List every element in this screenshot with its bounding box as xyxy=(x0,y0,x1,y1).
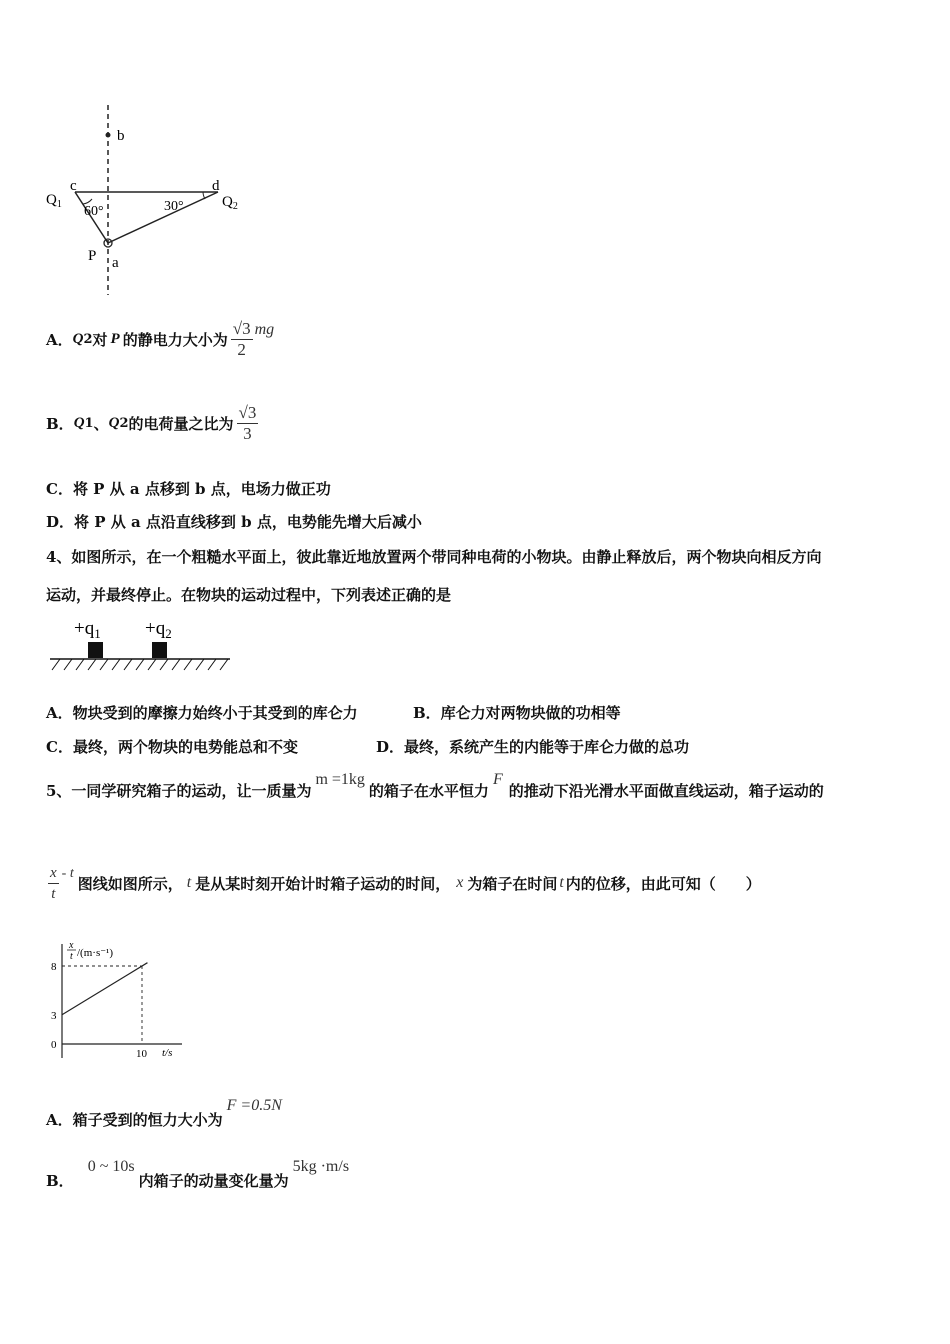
q3-option-a[interactable]: A． Q 2 对 P 的静电力大小为 $\frac{√3}{2}$ mg xyxy=(46,318,275,359)
angle-left-label: 60° xyxy=(84,204,104,219)
chart-ylabel xyxy=(67,940,113,962)
block-2 xyxy=(152,642,167,658)
x-over-t-chart xyxy=(42,938,192,1064)
label-c: c xyxy=(70,178,77,194)
chart-ylabel-unit: /(m·s⁻¹) xyxy=(77,947,113,959)
y-tick-label: 8 xyxy=(51,961,57,973)
q5-stem-line1: 5、一同学研究箱子的运动，让一质量为 m =1kg 的箱子在水平恒力 F 的推动下沿光滑水平面做直线运动，箱子运动的 xyxy=(46,771,824,800)
blocks-diagram xyxy=(48,612,234,676)
q5-stem-line2: $\frac{x}{t}$ - t 图线如图所示， t 是从某时刻开始计时箱子运动的时间， x 为箱子在时间 t 内的位移，由此可知（ ） xyxy=(50,864,761,902)
q3-option-d[interactable]: D．将 P 从 a 点沿直线移到 b 点，电势能先增大后减小 xyxy=(46,513,422,531)
fraction-sqrt3-over-3: $\frac{√3}{3}$ xyxy=(238,402,257,443)
chart-ylabel-num: x xyxy=(69,940,74,951)
q5-option-b[interactable]: B． 0 ~ 10s 内箱子的动量变化量为 5kg ·m/s xyxy=(46,1158,350,1190)
x-tick-label: 10 xyxy=(136,1048,147,1060)
charge-q2-label: $+q_2$ xyxy=(145,618,172,641)
q3-option-c[interactable]: C．将 P 从 a 点移到 b 点，电场力做正功 xyxy=(46,480,331,498)
angle-right-label: 30° xyxy=(164,199,184,214)
label-b: b xyxy=(117,128,125,144)
label-d: d xyxy=(212,178,220,194)
q4-option-c[interactable]: C．最终，两个物块的电势能总和不变 xyxy=(46,738,298,756)
q4-stem-line2: 运动，并最终停止。在物块的运动过程中，下列表述正确的是 xyxy=(46,586,452,604)
point-b xyxy=(106,133,111,138)
series-line xyxy=(62,963,147,1015)
fraction-x-over-t: $\frac{x}{t}$ xyxy=(50,864,57,902)
q5-option-a[interactable]: A．箱子受到的恒力大小为 F =0.5N xyxy=(46,1097,282,1129)
label-q2: $Q_2$ xyxy=(222,194,238,212)
charge-q1-label: $+q_1$ xyxy=(74,618,101,641)
label-p: P xyxy=(88,248,97,264)
fraction-sqrt3-over-2: $\frac{√3}{2}$ xyxy=(232,318,251,359)
label-q1: $Q_1$ xyxy=(46,192,62,210)
chart-xlabel: t/s xyxy=(162,1047,173,1059)
label-a: a xyxy=(112,255,119,271)
angle-arc-right xyxy=(203,192,205,199)
block-1 xyxy=(88,642,103,658)
q4-stem-line1: 4、如图所示，在一个粗糙水平面上，彼此靠近地放置两个带同种电荷的小物块。由静止释放后，两个物块向相反方向 xyxy=(46,548,822,566)
q4-option-a[interactable]: A．物块受到的摩擦力始终小于其受到的库仑力 xyxy=(46,704,358,722)
q4-option-d[interactable]: D．最终，系统产生的内能等于库仑力做的总功 xyxy=(376,738,690,756)
y-tick-label: 3 xyxy=(51,1009,57,1022)
q4-option-b[interactable]: B．库仑力对两物块做的功相等 xyxy=(413,704,621,722)
q3-option-b[interactable]: B． Q 1 、 Q 2 的电荷量之比为 $\frac{√3}{3}$ xyxy=(46,402,257,443)
mass-expression: m =1kg xyxy=(315,771,365,788)
ground-hatching xyxy=(52,659,228,670)
line-q2-p xyxy=(108,192,218,243)
chart-ylabel-den: t xyxy=(70,951,73,962)
origin-label: 0 xyxy=(51,1039,57,1051)
force-symbol: F xyxy=(492,771,503,788)
charges-diagram xyxy=(40,100,260,300)
